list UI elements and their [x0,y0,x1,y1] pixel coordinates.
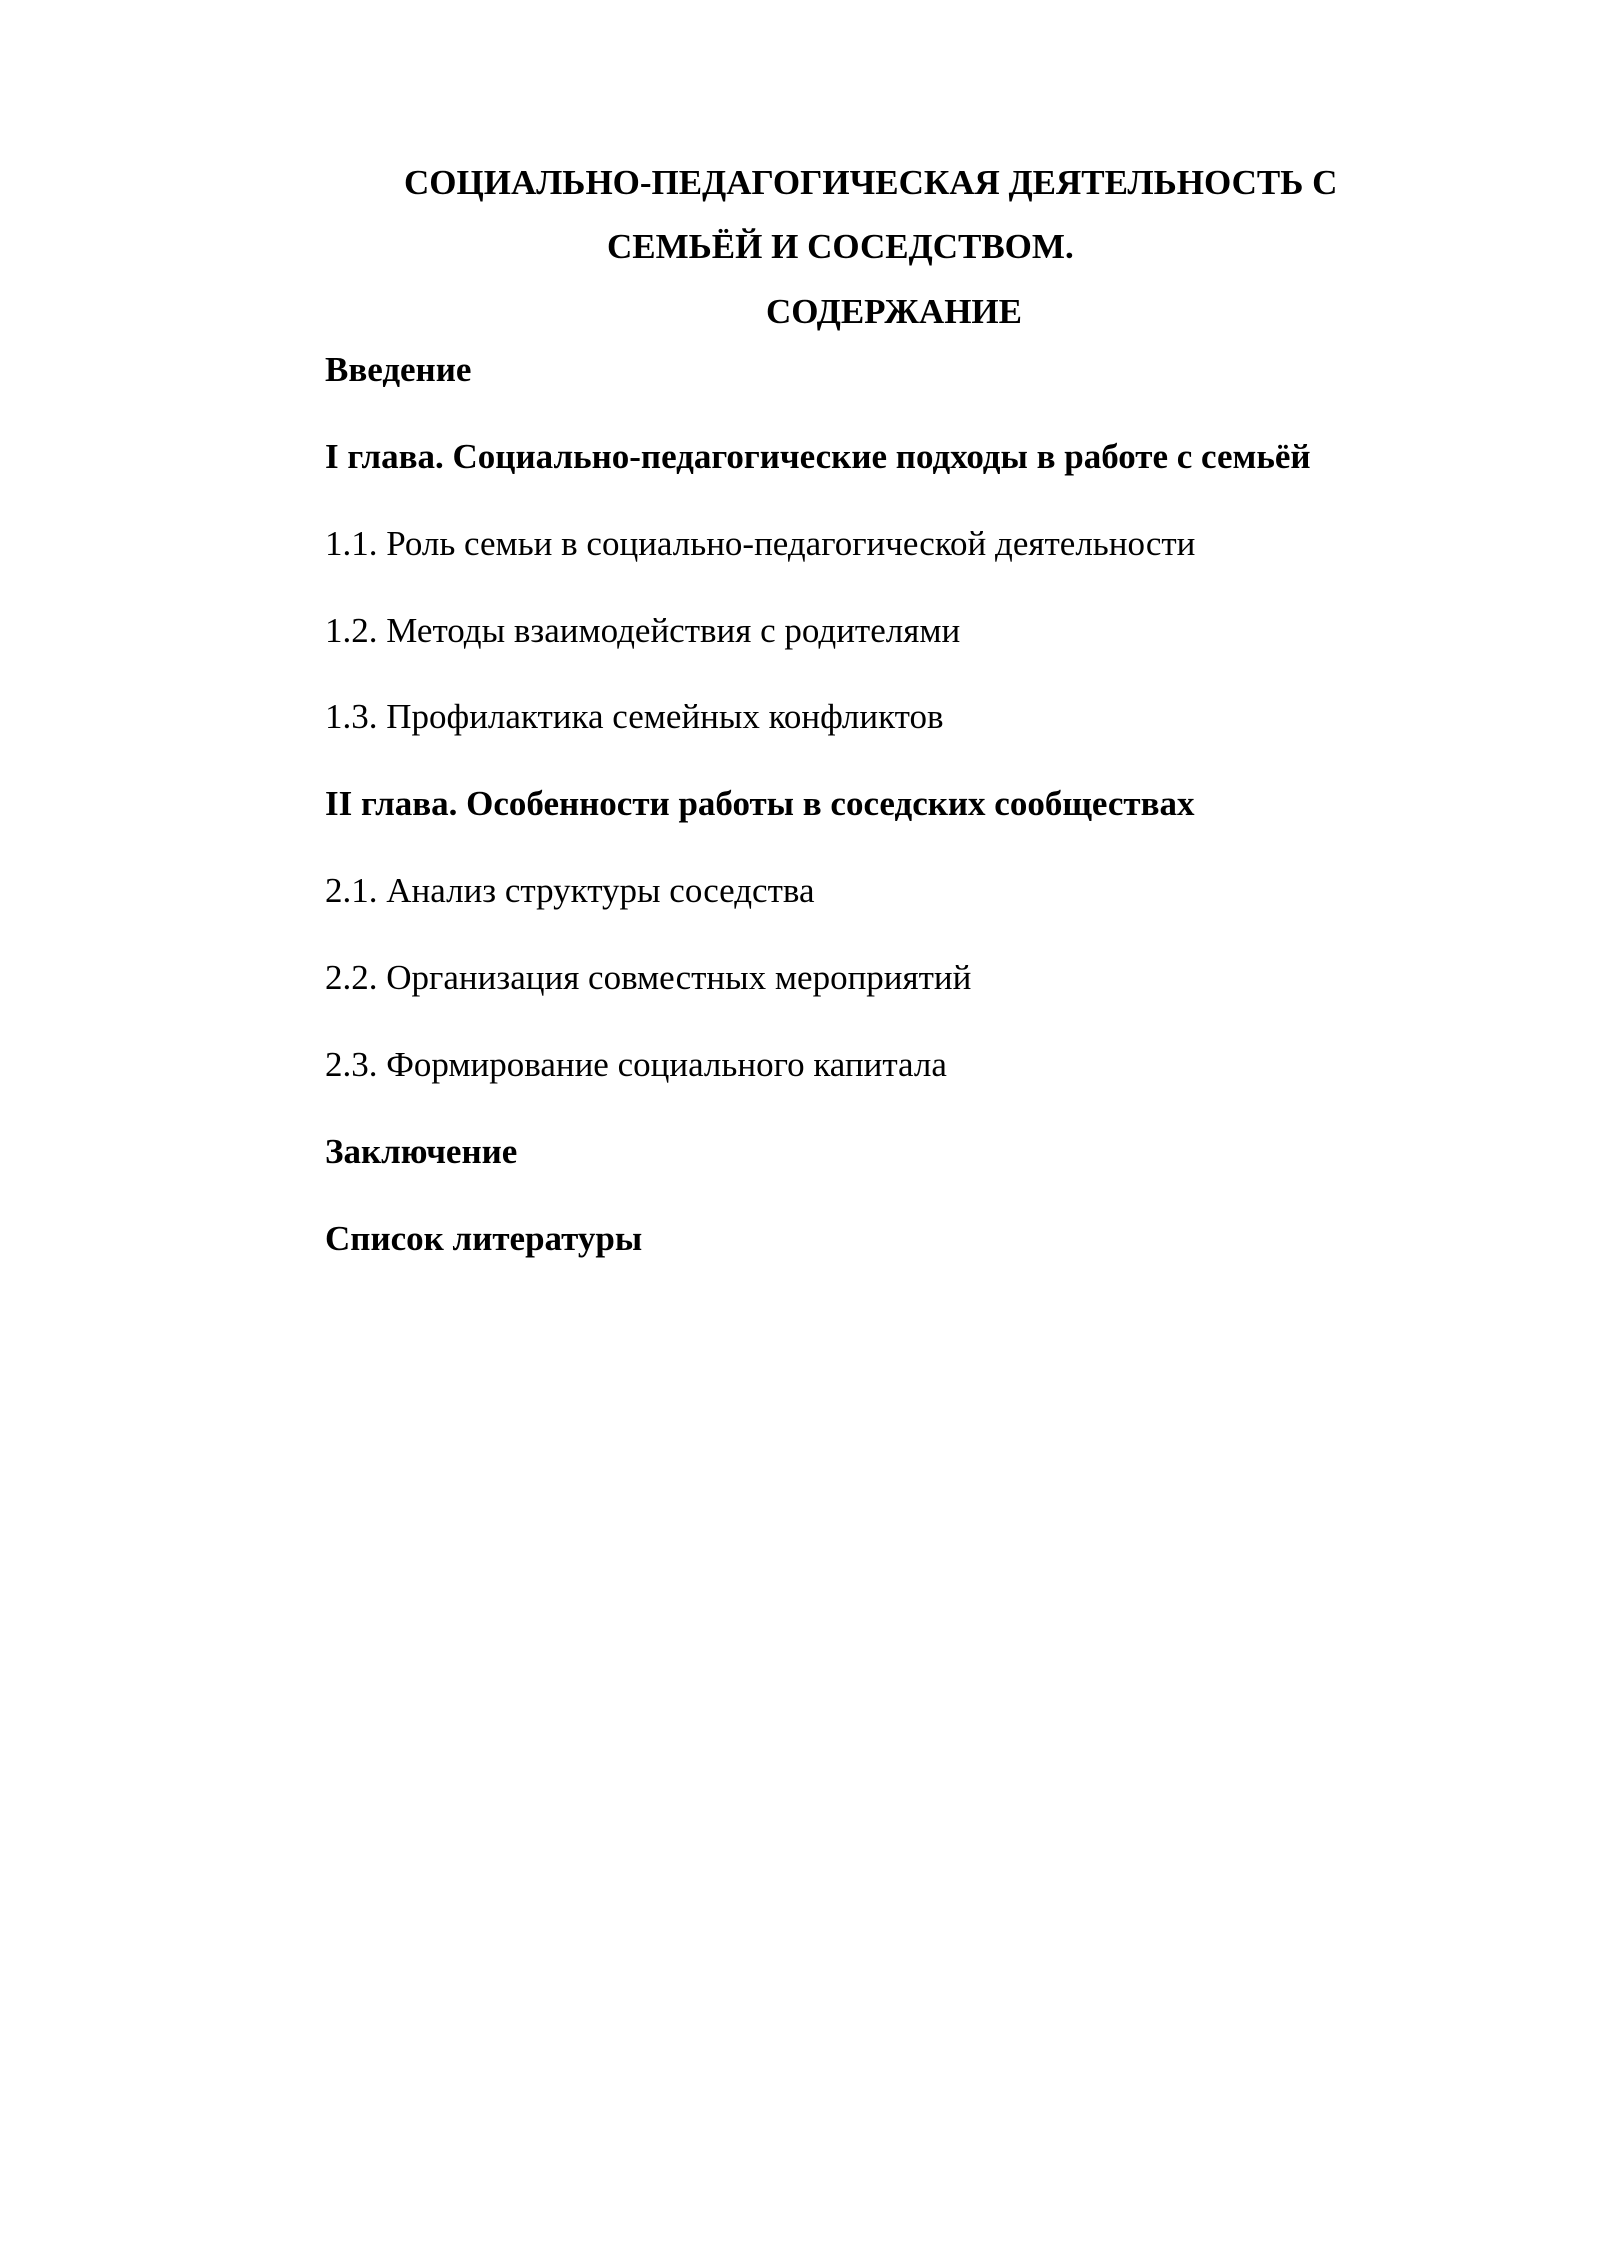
toc-entry-section-1-1: 1.1. Роль семьи в социально-педагогической деятельности [325,524,1196,563]
title-line-2: СЕМЬЁЙ И СОСЕДСТВОМ. [607,227,1074,266]
contents-heading: СОДЕРЖАНИЕ [766,292,1023,331]
toc-entry-chapter-2: II глава. Особенности работы в соседских сообществах [325,784,1195,823]
toc-entry-bibliography: Список литературы [325,1219,643,1258]
toc-entry-section-2-1: 2.1. Анализ структуры соседства [325,871,815,910]
title-line-1: СОЦИАЛЬНО-ПЕДАГОГИЧЕСКАЯ ДЕЯТЕЛЬНОСТЬ С [404,163,1338,202]
toc-entry-chapter-1: I глава. Социально-педагогические подходы в работе с семьёй [325,437,1311,476]
toc-entry-section-1-3: 1.3. Профилактика семейных конфликтов [325,697,944,736]
toc-entry-conclusion: Заключение [325,1132,518,1171]
toc-entry-section-2-3: 2.3. Формирование социального капитала [325,1045,947,1084]
toc-entry-introduction: Введение [325,350,472,389]
toc-entry-section-2-2: 2.2. Организация совместных мероприятий [325,958,972,997]
toc-entry-section-1-2: 1.2. Методы взаимодействия с родителями [325,611,961,650]
